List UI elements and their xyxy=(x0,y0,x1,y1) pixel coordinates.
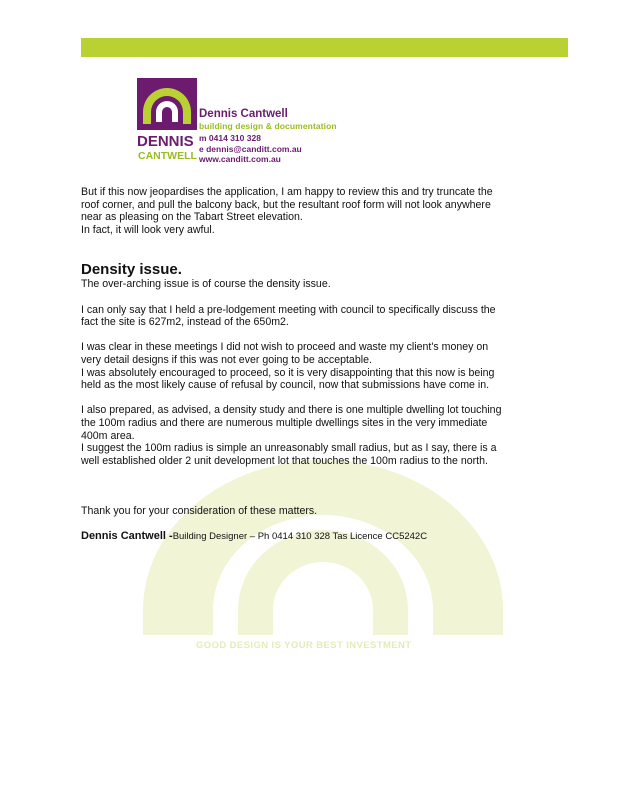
paragraph-prelodgement: I can only say that I held a pre-lodgement meeting with council to specifically discuss the fact the site is 627m2, instead of the 650m2. xyxy=(81,303,496,329)
company-logo-icon xyxy=(137,78,197,162)
brand-name: Dennis Cantwell xyxy=(199,108,288,120)
brand-block xyxy=(199,108,337,131)
section-heading: Density issue. xyxy=(81,261,182,279)
letter-body xyxy=(81,186,551,544)
contact-email: e dennis@canditt.com.au xyxy=(199,143,302,154)
paragraph-density-study: I also prepared, as advised, a density study and there is one multiple dwelling lot touching the 100m radius and there are numerous multiple dwellings sites in the very immediate 400m area. I suggest the 100m radius is simple an unreasonably small radius, but as I say, there is a well established older 2 unit development lot that touches the 100m radius to the north. xyxy=(81,404,502,467)
logo-text-top: DENNIS xyxy=(137,133,194,150)
paragraph-roof: But if this now jeopardises the application, I am happy to review this and try truncate the roof corner, and pull the balcony back, but the resultant roof form will not look anywhere near as pleasing on the Tabart Street elevation. In fact, it will look very awful. xyxy=(81,186,493,236)
footer-slogan: GOOD DESIGN IS YOUR BEST INVESTMENT xyxy=(196,640,412,651)
contact-phone: m 0414 310 328 xyxy=(199,133,261,143)
signature-line xyxy=(81,530,551,544)
signature-name: Dennis Cantwell - xyxy=(81,530,173,543)
header-accent-bar xyxy=(81,38,568,57)
paragraph-meetings: I was clear in these meetings I did not wish to proceed and waste my client's money on very detail designs if this was not ever going to be acceptable. I was absolutely encouraged to proceed, so it is very disappointing that this now is being held as the most likely cause of refusal by council, now that submissions have come in. xyxy=(81,341,495,392)
logo-text-bottom: CANTWELL xyxy=(138,150,197,162)
brand-tagline: building design & documentation xyxy=(199,121,337,131)
contact-web: www.canditt.com.au xyxy=(199,154,281,164)
signature-details: Building Designer – Ph 0414 310 328 Tas Licence CC5242C xyxy=(172,531,428,543)
closing-thanks: Thank you for your consideration of these matters. xyxy=(81,505,318,518)
contact-details xyxy=(199,133,302,165)
paragraph-density-intro: The over-arching issue is of course the density issue. xyxy=(81,278,331,291)
